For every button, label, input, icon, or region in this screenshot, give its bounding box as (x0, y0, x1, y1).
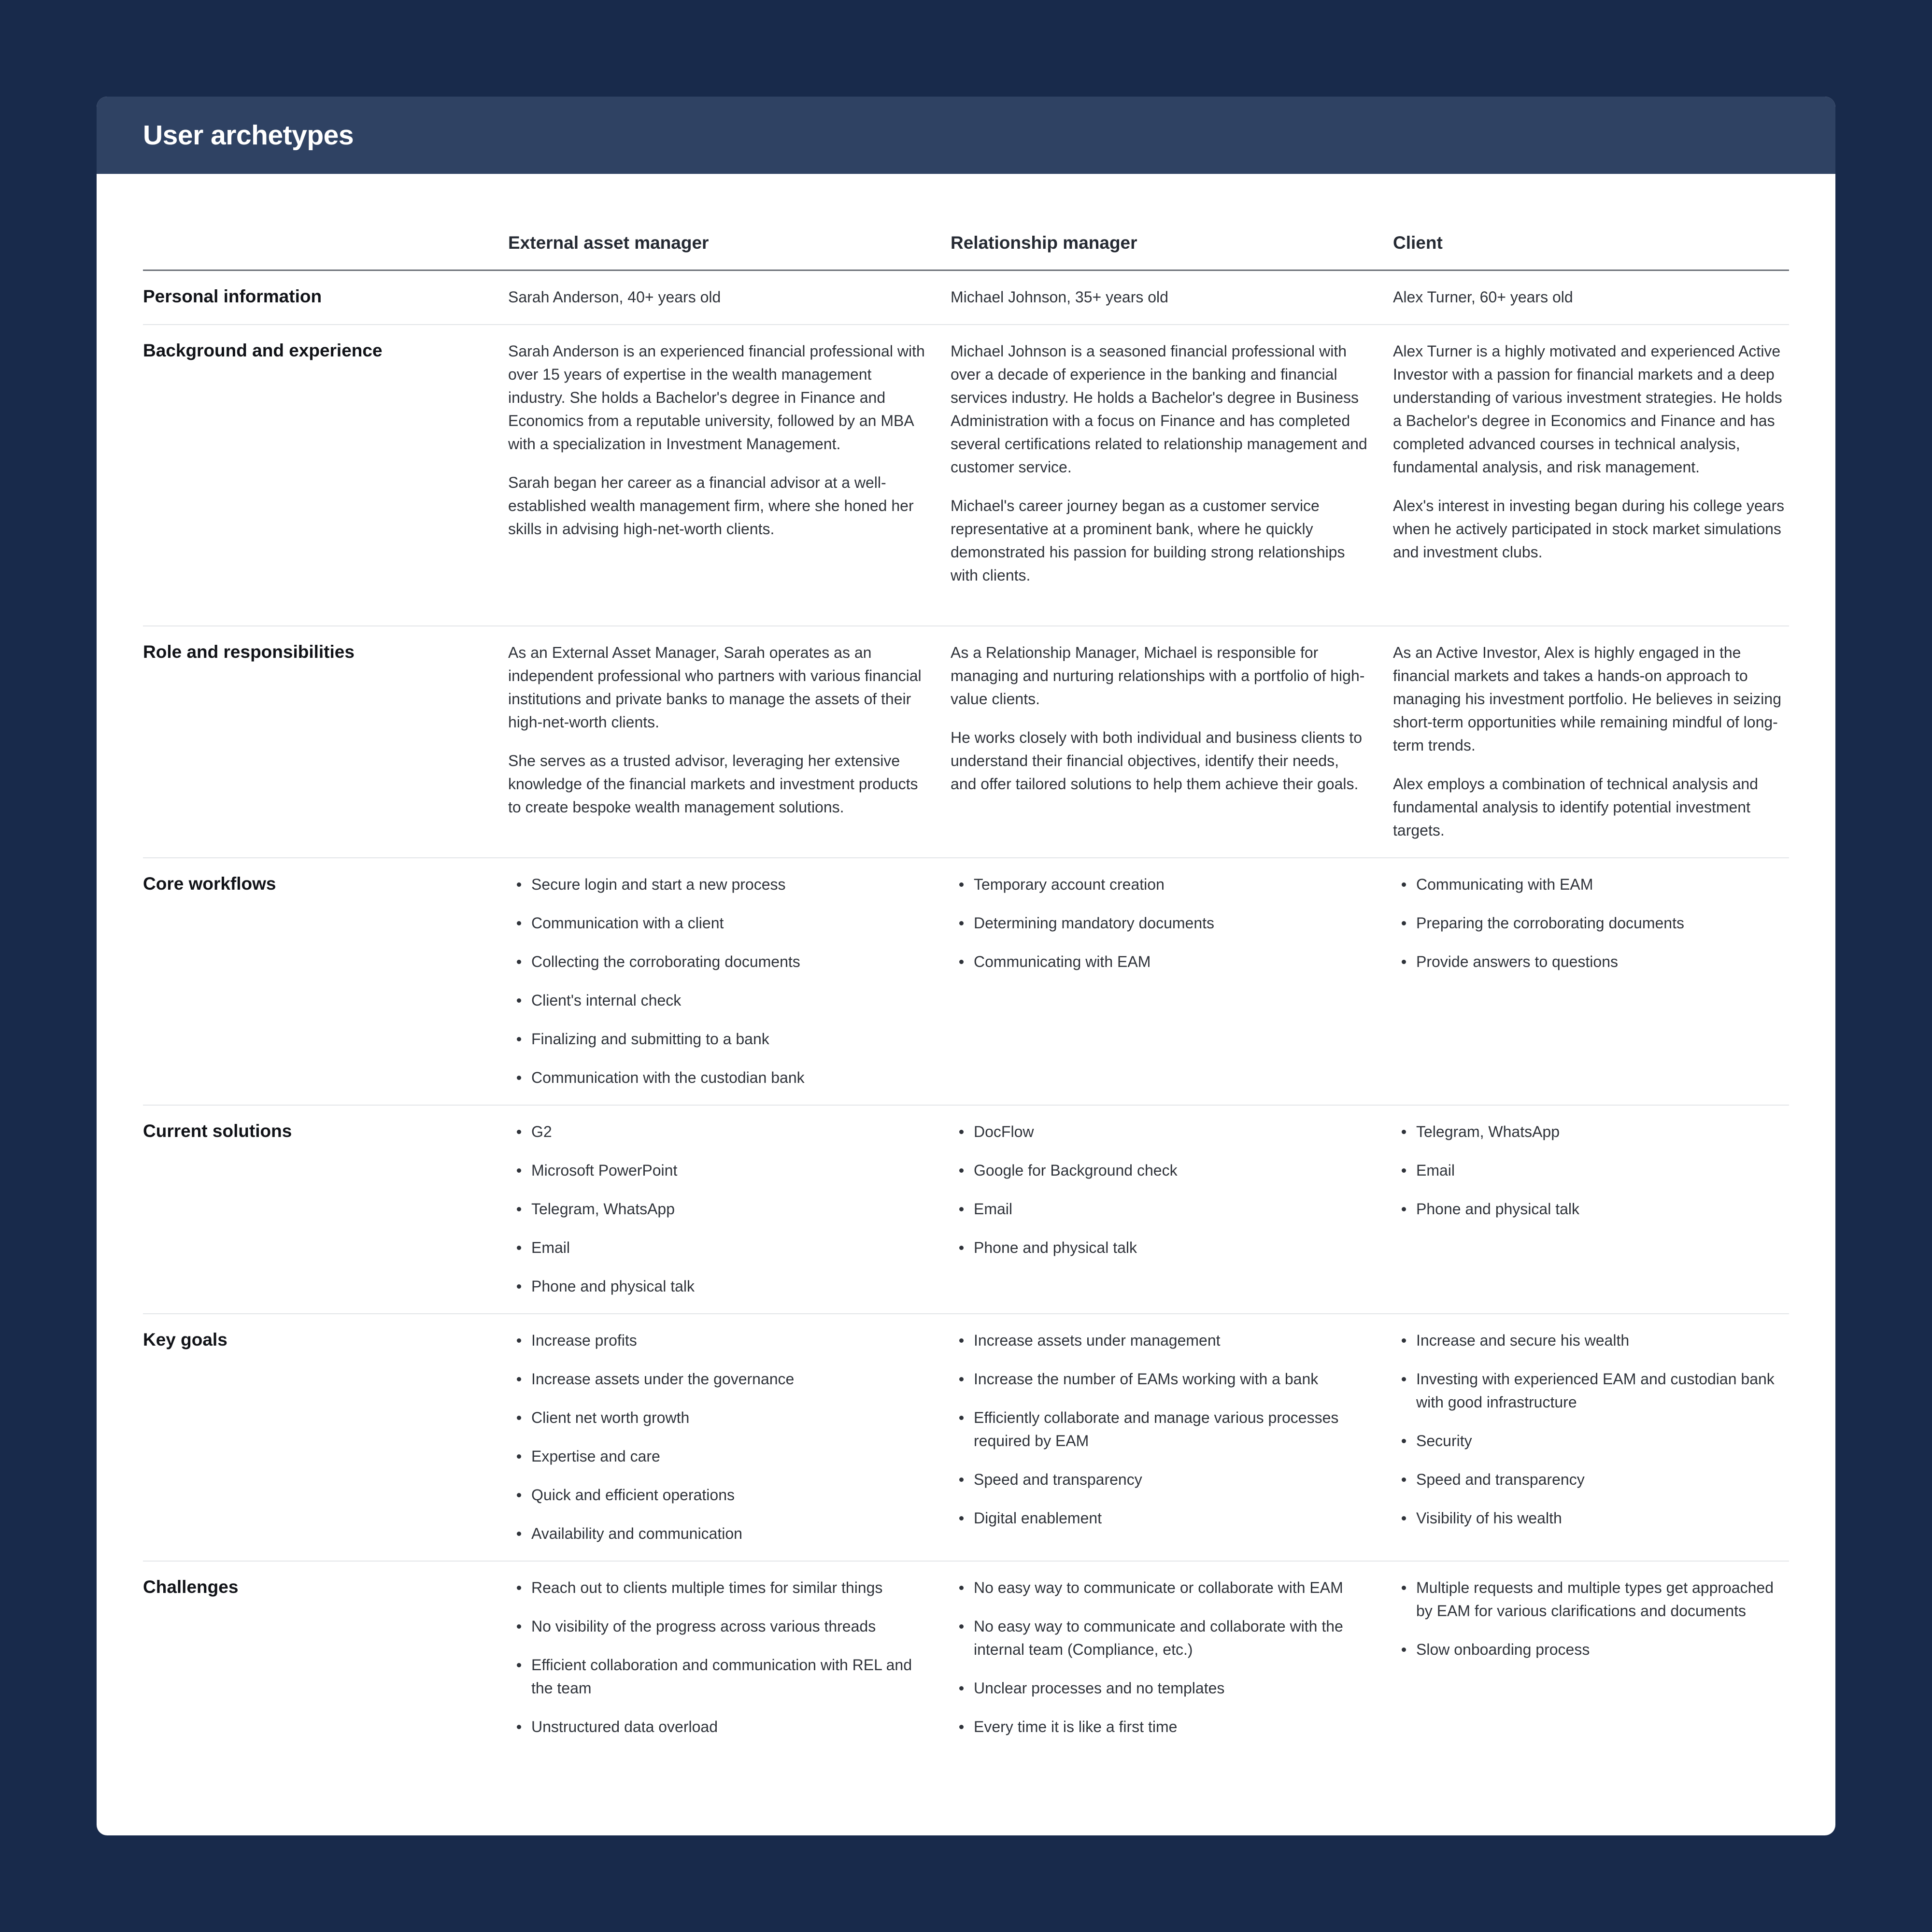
table-cell (951, 343, 1393, 610)
list-item: No easy way to communicate and collaborate with the internal team (Compliance, etc.) (951, 1615, 1369, 1661)
bullet-dot (1402, 1516, 1406, 1520)
row-label: Current solutions (143, 1121, 292, 1141)
list-item: Phone and physical talk (508, 1275, 926, 1298)
bullet-dot (517, 1454, 521, 1459)
table-row-core-workflows (143, 857, 1789, 1105)
paragraph: Alex's interest in investing began during his college years when he actively participated in stock market simulations and investment clubs. (1393, 497, 1785, 561)
bullet-dot (517, 1586, 521, 1590)
list-item: Increase assets under management (951, 1329, 1369, 1352)
table-cell: Sarah Anderson, 40+ years old (508, 288, 721, 306)
paragraph: Michael's career journey began as a customer service representative at a prominent bank, where he quickly demonstrated his passion for building strong relationships with clients. (951, 497, 1345, 584)
bullet-dot (1402, 921, 1406, 925)
bullet-dot (517, 1624, 521, 1629)
list-item: Quick and efficient operations (508, 1483, 926, 1506)
table-row-challenges (143, 1561, 1789, 1773)
table-cell (1393, 343, 1789, 610)
list-item: Efficiently collaborate and manage various processes required by EAM (951, 1406, 1369, 1452)
table-cell (951, 1124, 1393, 1298)
bullet-dot (517, 882, 521, 887)
table-cell (951, 645, 1393, 842)
bullet-dot (517, 1037, 521, 1041)
list-item: Email (951, 1197, 1369, 1221)
table-row-current-solutions (143, 1105, 1789, 1313)
bullet-dot (1402, 1477, 1406, 1482)
row-label: Personal information (143, 286, 322, 306)
paragraph: Sarah began her career as a financial advisor at a well-established wealth management firm, where she honed her skills in advising high-net-worth clients. (508, 474, 914, 538)
page-title: User archetypes (143, 120, 354, 151)
column-header-client: Client (1393, 233, 1443, 253)
list-item: Speed and transparency (951, 1468, 1369, 1491)
list-item: Temporary account creation (951, 873, 1369, 896)
list-item: Expertise and care (508, 1445, 926, 1468)
paragraph: Sarah Anderson is an experienced financial professional with over 15 years of expertise in the wealth management industry. She holds a Bachelor's degree in Finance and Economics from a reputable university, followed by an MBA with a specialization in Investment Management. (508, 342, 925, 453)
list-item: Communication with a client (508, 911, 926, 935)
list-item: Increase assets under the governance (508, 1367, 926, 1391)
archetypes-table (143, 213, 1789, 1773)
list-item: Increase the number of EAMs working with a bank (951, 1367, 1369, 1391)
paragraph: As an External Asset Manager, Sarah operates as an independent professional who partners with various financial institutions and private banks to manage the assets of their high-net-worth clients. (508, 644, 922, 731)
table-row-background (143, 324, 1789, 625)
bullet-list (951, 873, 1369, 973)
row-label: Role and responsibilities (143, 642, 355, 662)
list-item: Increase profits (508, 1329, 926, 1352)
bullet-list (951, 1120, 1369, 1259)
bullet-dot (517, 1284, 521, 1289)
paragraph: Alex Turner is a highly motivated and experienced Active Investor with a passion for financial markets and a deep understanding of various investment strategies. He holds a Bachelor's degree in Economics and Finance and has completed advanced courses in technical analysis, fundamental analysis, and risk management. (1393, 342, 1782, 476)
paragraph: He works closely with both individual and business clients to understand their financial objectives, identify their needs, and offer tailored solutions to help them achieve their goals. (951, 729, 1362, 793)
list-item: Secure login and start a new process (508, 873, 926, 896)
bullet-dot (1402, 1586, 1406, 1590)
bullet-dot (1402, 1168, 1406, 1173)
paragraph: As a Relationship Manager, Michael is responsible for managing and nurturing relationships with a portfolio of high-value clients. (951, 644, 1365, 708)
table-cell (508, 1124, 951, 1298)
list-item: Email (1393, 1159, 1789, 1182)
bullet-dot (517, 1725, 521, 1729)
bullet-dot (1402, 960, 1406, 964)
table-cell (1393, 877, 1789, 1089)
list-item: Unstructured data overload (508, 1715, 926, 1738)
list-item: Communication with the custodian bank (508, 1066, 926, 1089)
table-cell (1393, 645, 1789, 842)
list-item: DocFlow (951, 1120, 1369, 1143)
bullet-dot (959, 1130, 964, 1134)
list-item: Efficient collaboration and communication with REL and the team (508, 1653, 926, 1700)
table-cell: Alex Turner, 60+ years old (1393, 288, 1573, 306)
list-item: Investing with experienced EAM and custodian bank with good infrastructure (1393, 1367, 1789, 1414)
list-item: Phone and physical talk (951, 1236, 1369, 1259)
bullet-list (1393, 1329, 1789, 1530)
bullet-list (508, 1120, 926, 1298)
list-item: Communicating with EAM (951, 950, 1369, 973)
table-cell (508, 877, 951, 1089)
table-cell (508, 343, 951, 610)
bullet-dot (1402, 1338, 1406, 1343)
bullet-dot (959, 1168, 964, 1173)
list-item: Every time it is like a first time (951, 1715, 1369, 1738)
table-row-personal-information (143, 270, 1789, 324)
list-item: Reach out to clients multiple times for similar things (508, 1576, 926, 1599)
bullet-dot (517, 1663, 521, 1667)
table-row-role (143, 625, 1789, 857)
bullet-dot (959, 921, 964, 925)
list-item: Telegram, WhatsApp (508, 1197, 926, 1221)
bullet-dot (959, 960, 964, 964)
list-item: Availability and communication (508, 1522, 926, 1545)
table-cell (508, 1333, 951, 1545)
list-item: Telegram, WhatsApp (1393, 1120, 1789, 1143)
table-cell (508, 645, 951, 842)
list-item: Client's internal check (508, 989, 926, 1012)
bullet-dot (517, 1493, 521, 1497)
bullet-dot (959, 1586, 964, 1590)
table-cell (1393, 1333, 1789, 1545)
bullet-dot (959, 1246, 964, 1250)
list-item: Finalizing and submitting to a bank (508, 1027, 926, 1051)
bullet-dot (959, 1725, 964, 1729)
bullet-dot (1402, 1377, 1406, 1381)
table-cell (951, 1333, 1393, 1545)
table-cell: Michael Johnson, 35+ years old (951, 288, 1168, 306)
list-item: Visibility of his wealth (1393, 1506, 1789, 1530)
list-item: Security (1393, 1429, 1789, 1452)
bullet-dot (959, 1377, 964, 1381)
bullet-dot (1402, 882, 1406, 887)
table-header-row (143, 213, 1789, 270)
list-item: No easy way to communicate or collaborate with EAM (951, 1576, 1369, 1599)
archetypes-card (97, 97, 1835, 1835)
bullet-list (508, 1576, 926, 1738)
bullet-list (951, 1329, 1369, 1530)
bullet-dot (517, 1416, 521, 1420)
paragraph: As an Active Investor, Alex is highly engaged in the financial markets and takes a hands-on approach to managing his investment portfolio. He believes in seizing short-term opportunities while remaining mindful of long-term trends. (1393, 644, 1781, 754)
bullet-dot (959, 882, 964, 887)
bullet-dot (517, 921, 521, 925)
row-label: Key goals (143, 1330, 227, 1350)
list-item: Communicating with EAM (1393, 873, 1789, 896)
table-cell (951, 877, 1393, 1089)
list-item: Multiple requests and multiple types get approached by EAM for various clarifications and documents (1393, 1576, 1789, 1622)
table-row-key-goals (143, 1313, 1789, 1561)
list-item: Determining mandatory documents (951, 911, 1369, 935)
bullet-dot (517, 960, 521, 964)
list-item: Digital enablement (951, 1506, 1369, 1530)
list-item: Microsoft PowerPoint (508, 1159, 926, 1182)
bullet-list (1393, 1576, 1789, 1661)
table-cell (508, 1580, 951, 1758)
list-item: Phone and physical talk (1393, 1197, 1789, 1221)
list-item: Preparing the corroborating documents (1393, 911, 1789, 935)
card-header (97, 97, 1835, 174)
bullet-dot (517, 1246, 521, 1250)
column-header-eam: External asset manager (508, 233, 709, 253)
list-item: Collecting the corroborating documents (508, 950, 926, 973)
list-item: No visibility of the progress across various threads (508, 1615, 926, 1638)
bullet-list (951, 1576, 1369, 1738)
paragraph: Alex employs a combination of technical analysis and fundamental analysis to identify potential investment targets. (1393, 775, 1758, 839)
table-cell (1393, 1124, 1789, 1298)
bullet-list (1393, 873, 1789, 973)
bullet-dot (517, 1130, 521, 1134)
bullet-dot (517, 1532, 521, 1536)
bullet-dot (517, 998, 521, 1003)
list-item: Slow onboarding process (1393, 1638, 1789, 1661)
row-label: Background and experience (143, 341, 383, 360)
list-item: Speed and transparency (1393, 1468, 1789, 1491)
bullet-dot (959, 1416, 964, 1420)
row-label: Challenges (143, 1577, 239, 1597)
row-label: Core workflows (143, 874, 276, 894)
bullet-list (1393, 1120, 1789, 1221)
list-item: Client net worth growth (508, 1406, 926, 1429)
bullet-dot (959, 1624, 964, 1629)
bullet-dot (959, 1207, 964, 1211)
header-spacer (143, 233, 508, 270)
bullet-dot (1402, 1439, 1406, 1443)
list-item: Unclear processes and no templates (951, 1676, 1369, 1700)
bullet-dot (959, 1477, 964, 1482)
bullet-list (508, 873, 926, 1089)
list-item: Increase and secure his wealth (1393, 1329, 1789, 1352)
bullet-list (508, 1329, 926, 1545)
paragraph: Michael Johnson is a seasoned financial professional with over a decade of experience in the banking and financial services industry. He holds a Bachelor's degree in Business Administration with a focus on Finance and has completed several certifications related to relationship management and customer service. (951, 342, 1367, 476)
list-item: G2 (508, 1120, 926, 1143)
bullet-dot (1402, 1207, 1406, 1211)
bullet-dot (1402, 1130, 1406, 1134)
bullet-dot (517, 1168, 521, 1173)
bullet-dot (959, 1516, 964, 1520)
column-header-relationship-manager: Relationship manager (951, 233, 1137, 253)
list-item: Email (508, 1236, 926, 1259)
paragraph: She serves as a trusted advisor, leveraging her extensive knowledge of the financial markets and investment products to create bespoke wealth management solutions. (508, 752, 918, 816)
bullet-dot (517, 1338, 521, 1343)
bullet-dot (1402, 1648, 1406, 1652)
bullet-dot (959, 1338, 964, 1343)
list-item: Google for Background check (951, 1159, 1369, 1182)
table-cell (1393, 1580, 1789, 1758)
bullet-dot (517, 1377, 521, 1381)
table-cell (951, 1580, 1393, 1758)
list-item: Provide answers to questions (1393, 950, 1789, 973)
bullet-dot (517, 1207, 521, 1211)
bullet-dot (959, 1686, 964, 1690)
bullet-dot (517, 1076, 521, 1080)
